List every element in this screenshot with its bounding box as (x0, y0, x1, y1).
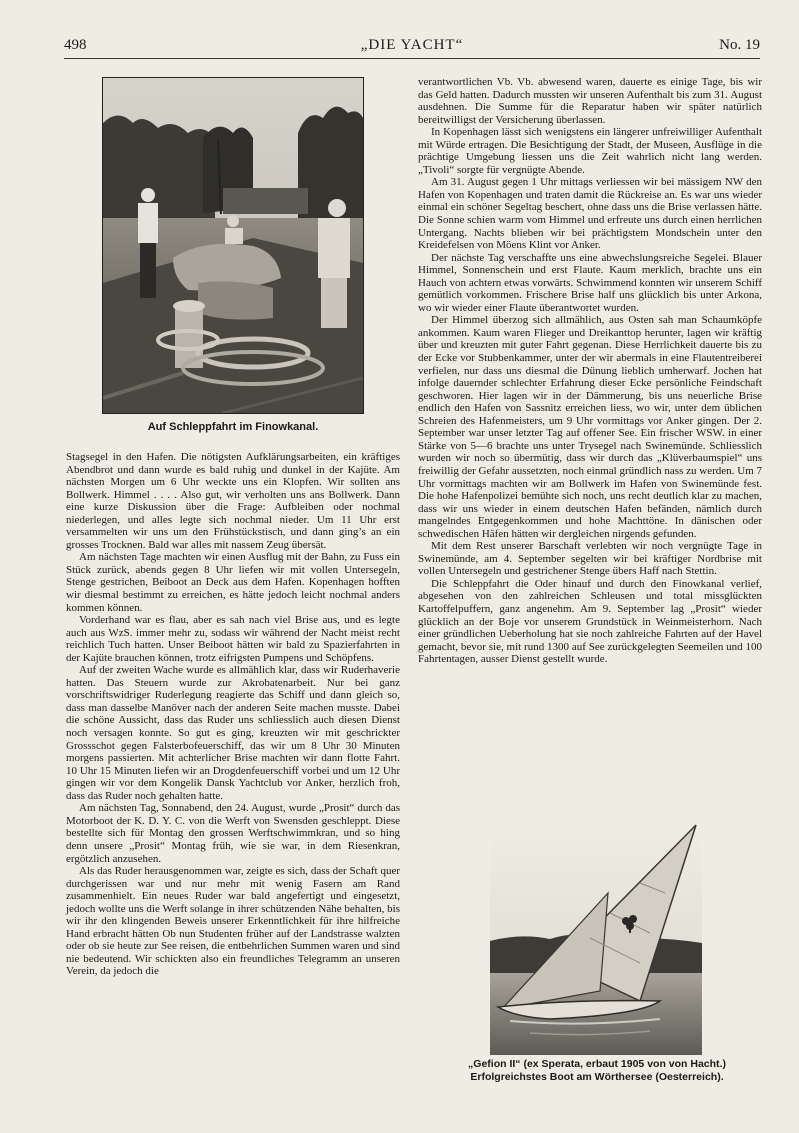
paragraph: Die Schleppfahrt die Oder hinauf und durch den Finowkanal verlief, abgesehen von den zahlreichen Schleusen und total missglückten Kartoffelpuffern, ganz angenehm. Am 9. September lag „Prosit“ wieder glücklich an der Boje vor unserem Grundstück in Weinmeisterhorn. Nach einer gründlichen Ueberholung hat sie noch zahlreiche Fahrten auf der Havel gemacht, bevor sie, mit rund 1300 auf See zurückgelegten Seemeilen und 100 Fahrtentagen, ausser Dienst gestellt wurde. (418, 577, 762, 666)
paragraph: Der Himmel überzog sich allmählich, aus Osten sah man Schaumköpfe ankommen. Kaum waren Flieger und Dreikanttop herunter, lagen wir kräftig über und kreuzten mit guter Fahrt gegenan. Diese Herrlichkeit dauerte bis zu der Ecke vor Stubbenkammer, unter der wir abermals in eine Flautentreiberei verfielen, nur dass uns diesmal die Dünung lieblich umherwarf. Jochen hat infolge dauernder schlechter Erfahrung dieser Ecke persönliche Feindschaft geschworen. Hier lagen wir in der Dämmerung, bis uns neuerliche Brise endlich den Hafen von Sassnitz erreichen liess, wo wir, unter dem üblichen Schreien des Hafenmeisters, um 9 Uhr vormittags vor Anker gingen. Der 2. September war unser letzter Tag auf offener See. Ein frischer WSW. in einer Stärke von 5—6 brachte uns unter Trysegel nach Swinemünde. Schliesslich wurden wir noch so übermütig, dass wir durch das „Klüverbaumspiel“ uns freiwillig der Gefahr aussetzten, noch einmal gründlich nass zu werden. Um 7 Uhr vormittags machten wir am Bollwerk im Hafen von Swinemünde fest. Die hohe Hafenpolizei bemühte sich noch, uns recht deutlich klar zu machen, dass wir uns wieder in einem deutschen Hafen befänden, nämlich durch mangelndes Entgegenkommen und hohe Machttöne. In dänischen oder schwedischen Häfen hätten wir dergleichen nirgends gefunden. (418, 314, 762, 540)
figure2-caption-line2: Erfolgreichstes Boot am Wörthersee (Oesterreich). (470, 1070, 724, 1083)
sailboat-photo (490, 823, 702, 1055)
finowkanal-photo (102, 77, 364, 414)
paragraph: Der nächste Tag verschaffte uns eine abwechslungsreiche Segelei. Blauer Himmel, Sonnenschein und erst Flaute. Kaum merklich, brachte uns ein Hauch von achtern etwas vorwärts. Schwimmend konnten wir unserem Schiff gemütlich vorkommen. Frischere Brise half uns glücklich bis unter Arkona, wo wir wieder einer Flaute überantwortet wurden. (418, 251, 762, 314)
paragraph: Am nächsten Tage machten wir einen Ausflug mit der Bahn, zu Fuss ein Stück zurück, abends gegen 8 Uhr liefen wir mit vollen Untersegeln, Stenge gestrichen, Beiboot an Deck aus dem Hafen. Kopenhagen hofften wir diesmal bestimmt zu erreichen, es hätte jedoch leicht nochmal anders kommen können. (66, 551, 400, 614)
figure2-caption-line1: „Gefion II“ (ex Sperata, erbaut 1905 von von Hacht.) (468, 1058, 726, 1070)
journal-title: „DIE YACHT“ (360, 37, 464, 53)
header-rule (64, 58, 760, 59)
paragraph: Mit dem Rest unserer Barschaft verlebten wir noch vergnügte Tage in Swinemünde, am 4. September segelten wir bei kräftiger Nordbrise mit vollen Untersegeln und gestrichener Stenge übers Haff nach Stettin. (418, 540, 762, 578)
figure2-caption (448, 1058, 746, 1083)
page-header (64, 34, 760, 56)
issue-number: No. 19 (719, 37, 760, 53)
paragraph: Auf der zweiten Wache wurde es allmählich klar, dass wir Ruderhaverie hatten. Das Steuern wurde zur Akrobatenarbeit. Nur bei ganz vorschriftswidriger Ruderlegung reagierte das Schiff und dann gleich so, dass man dasselbe Manöver nach der anderen Seite machen musste. Dabei die schöne Aussicht, dass das Ruder uns schliesslich auch diesen Dienst noch versagen konnte. So gut es ging, kreuzten wir mit geschrickter Grossschot gegen Falsterbofeuerschiff, das wir um 8 Uhr 30 Minuten morgens passierten. Mit achterlicher Brise machten wir dann flotte Fahrt. 10 Uhr 15 Minuten liefen wir an Drogdenfeuerschiff vorbei und um 12 Uhr gingen wir vor dem Kongelik Dansk Yachtclub vor Anker, herzlich froh, dass das Ruder noch gehalten hatte. (66, 664, 400, 802)
paragraph: Als das Ruder herausgenommen war, zeigte es sich, dass der Schaft quer durchgerissen war und nur mehr mit wenig Fasern am Rand zusammenhielt. Ein neues Ruder war bald angefertigt und eingesetzt, jedoch wollte uns die Werft solange in ihrer schützenden Nähe behalten, bis wir ihr den klingenden Beweis unserer Erkenntlichkeit für ihre hilfreiche Hand erbracht hätten Ob nun Studenten früher auf der Landstrasse walzten oder ob sie heute zur See reisen, die entbehrlichen Summen waren und sind nie bedeutend. Wir schickten also ein freundliches Telegramm an unseren Verein, da jedoch die (66, 865, 400, 978)
paragraph: Vorderhand war es flau, aber es sah nach viel Brise aus, und es legte auch aus WzS. immer mehr zu, sodass wir während der Nacht meist recht reichlich Tuch hatten. Unser Beiboot hätten wir bald zu Spazierfahrten in der Kajüte brauchen können, trotz eifrigsten Pumpens und Schöpfens. (66, 614, 400, 664)
paragraph: In Kopenhagen lässt sich wenigstens ein längerer unfreiwilliger Aufenthalt mit Würde ertragen. Die Besichtigung der Stadt, der Museen, Ausflüge in die prächtige Umgebung liessen uns die Zeit wahrlich nicht lang werden. „Tivoli“ sorgte für vergnügte Abende. (418, 126, 762, 176)
paragraph: Am 31. August gegen 1 Uhr mittags verliessen wir bei mässigem NW den Hafen von Kopenhagen und traten damit die Rückreise an. Es war uns wieder einmal ein schöner Segeltag beschert, ohne dass uns die Brise verlassen hätte. Die Sonne schien warm vom Himmel und erfreute uns durch einen herrlichen Untergang. Nachts blieben wir bei prächtigstem Mondschein unter den Kreidefelsen von Möens Klint vor Anker. (418, 176, 762, 252)
right-text-column (418, 76, 762, 666)
page-number: 498 (64, 37, 87, 53)
paragraph: verantwortlichen Vb. Vb. abwesend waren, dauerte es einige Tage, bis wir das Geld hatten. Dadurch mussten wir unseren Aufenthalt bis zum 31. August ausdehnen. Die Summe für die Reparatur haben wir später natürlich bereitwilligst der Versicherung überlassen. (418, 76, 762, 126)
paragraph: Am nächsten Tag, Sonnabend, den 24. August, wurde „Prosit“ durch das Motorboot der K. D. Y. C. von die Werft von Swensden geschleppt. Diese bestellte sich für Montag den grossen Werftschwimmkran, und so hing denn unsere „Prosit“ Montag früh, wie sie war, in dem Riesenkran, ergötzlich anzusehen. (66, 802, 400, 865)
left-text-column (66, 451, 400, 978)
figure1-caption: Auf Schleppfahrt im Finowkanal. (147, 421, 319, 433)
paragraph: Stagsegel in den Hafen. Die nötigsten Aufklärungsarbeiten, ein kräftiges Abendbrot und dann wurde es bald ruhig und dunkel in der Kajüte. Am nächsten Morgen um 6 Uhr weckte uns ein Klopfen. Wir sollten ans Bollwerk. Himmel . . . . Also gut, wir verholten uns ans Bollwerk. Dann eine kurze Diskussion über die Frage: Aufbleiben oder nochmal niederlegen, und alles legte sich nochmal nieder. Um 11 Uhr erst versammelten wir uns um den Frühstückstisch, und dann ging’s an ein grosses Trocknen. Bald war alles mit nassem Zeug übersät. (66, 451, 400, 551)
